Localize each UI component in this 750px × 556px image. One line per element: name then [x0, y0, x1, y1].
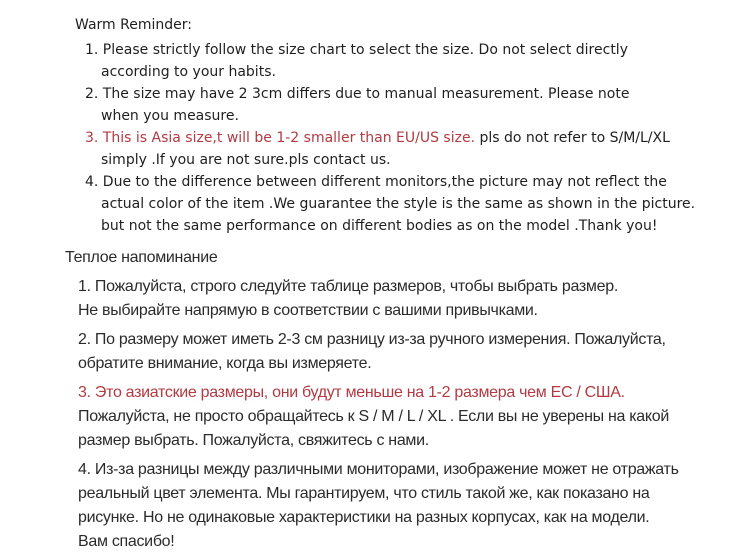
english-item-3-line-1-rest: pls do not refer to S/M/L/XL [475, 130, 670, 146]
english-item-1-line-2: according to your habits. [101, 64, 276, 80]
russian-item-4-line-3: рисунке. Но не одинаковые характеристики на разных корпусах, как на модели. [78, 509, 650, 526]
russian-item-3-line-3: размер выбрать. Пожалуйста, свяжитесь с нами. [78, 432, 429, 449]
russian-item-1-line-2: Не выбирайте напрямую в соответствии с вашими привычками. [78, 302, 538, 319]
russian-item-2 [78, 328, 750, 376]
english-item-2-line-1: 2. The size may have 2 3cm differs due to manual measurement. Please note [85, 86, 630, 102]
russian-item-4 [78, 458, 750, 554]
russian-item-4-line-2: реальный цвет элемента. Мы гарантируем, что стиль такой же, как показано на [78, 485, 650, 502]
english-reminder-section [0, 14, 750, 237]
english-item-1-line-1: 1. Please strictly follow the size chart to select the size. Do not select directly [85, 42, 628, 58]
russian-item-4-line-4: Вам спасибо! [78, 533, 175, 550]
russian-item-2-line-1: 2. По размеру может иметь 2-3 см разницу из-за ручного измерения. Пожалуйста, [78, 331, 666, 348]
russian-item-4-line-1: 4. Из-за разницы между различными мониторами, изображение может не отражать [78, 461, 679, 478]
english-item-3-line-2: simply .If you are not sure.pls contact us. [101, 152, 391, 168]
english-item-3-line-1 [85, 127, 750, 149]
russian-item-3-line-2: Пожалуйста, не просто обращайтесь к S / M / L / XL . Если вы не уверены на какой [78, 408, 670, 425]
russian-item-3 [78, 381, 750, 453]
asia-size-warning-ru: 3. Это азиатские размеры, они будут меньше на 1-2 размера чем ЕС / США. [78, 384, 625, 401]
english-item-2-line-2: when you measure. [101, 108, 239, 124]
asia-size-warning-en: 3. This is Asia size,t will be 1-2 smaller than EU/US size. [85, 130, 476, 146]
english-item-4-line-1: 4. Due to the difference between different monitors,the picture may not reflect the [85, 174, 667, 190]
english-heading: Warm Reminder: [75, 17, 192, 33]
english-item-4-line-2: actual color of the item .We guarantee the style is the same as shown in the picture. [101, 196, 696, 212]
russian-heading: Теплое напоминание [65, 249, 218, 266]
russian-item-1-line-1: 1. Пожалуйста, строго следуйте таблице размеров, чтобы выбрать размер. [78, 278, 618, 295]
russian-item-1 [78, 275, 750, 323]
russian-reminder-section [0, 246, 750, 554]
russian-item-2-line-2: обратите внимание, когда вы измеряете. [78, 355, 372, 372]
english-item-4-line-3: but not the same performance on different bodies as on the model .Thank you! [101, 218, 658, 234]
